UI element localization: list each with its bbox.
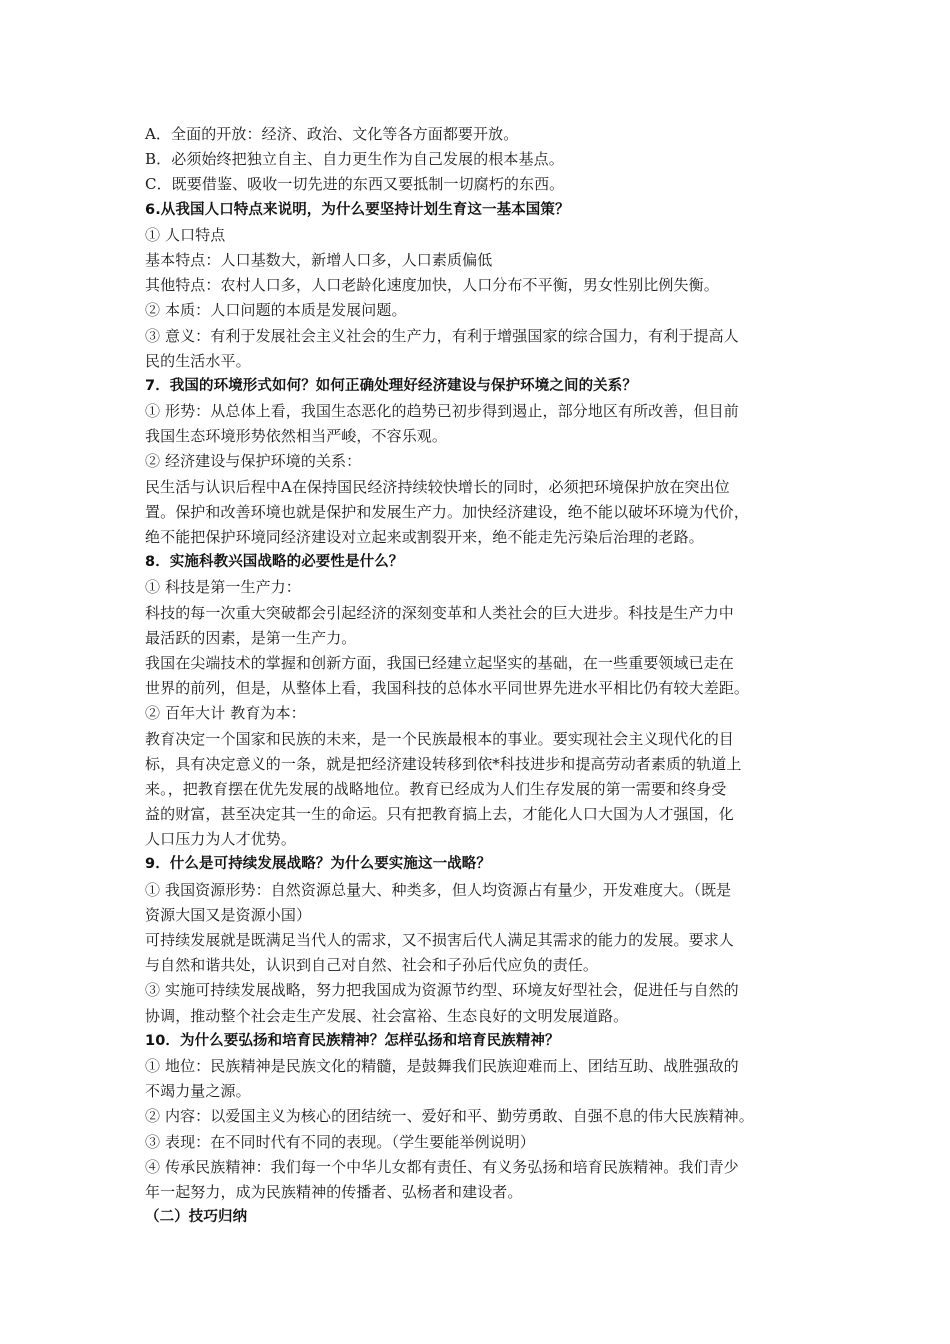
text-line: 基本特点：人口基数大，新增人口多，人口素质偏低 [145, 250, 493, 269]
text-line: 可持续发展就是既满足当代人的需求，又不损害后代人满足其需求的能力的发展。要求人 [145, 931, 734, 949]
text-line: ② 经济建设与保护环境的关系： [145, 452, 362, 471]
text-line: 我国生态环境形势依然相当严峻，不容乐观。 [145, 427, 448, 446]
text-line: ③ 意义：有利于发展社会主义社会的生产力，有利于增强国家的综合国力，有利于提高人 [145, 326, 739, 345]
text-line: 资源大国又是资源小国） [145, 905, 312, 924]
text-line: ② 本质：人口问题的本质是发展问题。 [145, 301, 407, 320]
text-line: 民生活与认识后程中A在保持国民经济持续较快增长的同时，必须把环境保护放在突出位 [145, 477, 730, 496]
text-line: 教育决定一个国家和民族的未来，是一个民族最根本的事业。要实现社会主义现代化的目 [145, 729, 734, 748]
text-line: 世界的前列，但是，从整体上看，我国科技的总体水平同世界先进水平相比仍有较大差距。 [145, 679, 750, 698]
text-line: B．必须始终把独立自主、自力更生作为自己发展的根本基点。 [145, 150, 564, 169]
text-line: 年一起努力，成为民族精神的传播者、弘杨者和建设者。 [145, 1182, 523, 1201]
text-line: 益的财富，甚至决定其一生的命运。只有把教育搞上去，才能化人口大国为人才强国，化 [145, 805, 734, 824]
text-line: ① 人口特点 [145, 225, 226, 244]
text-line: ① 形势：从总体上看，我国生态恶化的趋势已初步得到遏止，部分地区有所改善，但目前 [145, 402, 739, 421]
text-line: A．全面的开放：经济、政治、文化等各方面都要开放。 [145, 125, 519, 143]
text-line: 科技的每一次重大突破都会引起经济的深刻变革和人类社会的巨大进步。科技是生产力中 [145, 603, 734, 622]
text-line: ② 百年大计 教育为本： [145, 704, 306, 723]
text-line: 置。保护和改善环境也就是保护和发展生产力。加快经济建设，绝不能以破坏环境为代价， [145, 502, 750, 521]
text-line: 协调，推动整个社会走生产发展、社会富裕、生态良好的文明发展道路。 [145, 1006, 629, 1025]
text-line: 民的生活水平。 [145, 351, 251, 370]
text-line: 来。，把教育摆在优先发展的战略地位。教育已经成为人们生存发展的第一需要和终身受 [145, 779, 727, 798]
text-line: 标，具有决定意义的一条，就是把经济建设转移到依*科技进步和提高劳动者素质的轨道上 [145, 754, 742, 773]
text-line: 其他特点：农村人口多，人口老龄化速度加快，人口分布不平衡，男女性别比例失衡。 [145, 276, 719, 295]
section-heading: 9．什么是可持续发展战略？为什么要实施这一战略？ [145, 856, 491, 873]
text-line: ③ 实施可持续发展战略，努力把我国成为资源节约型、环境友好型社会，促进任与自然的 [145, 981, 739, 1000]
text-line: 人口压力为人才优势。 [145, 830, 297, 849]
text-line: ① 科技是第一生产力： [145, 578, 301, 597]
text-line: 不竭力量之源。 [145, 1082, 251, 1101]
text-line: 我国在尖端技术的掌握和创新方面，我国已经建立起坚实的基础，在一些重要领域已走在 [145, 653, 734, 672]
text-line: 最活跃的因素，是第一生产力。 [145, 628, 357, 647]
section-heading: 8．实施科教兴国战略的必要性是什么？ [145, 554, 404, 571]
section-heading: 10．为什么要弘扬和培育民族精神？怎样弘扬和培育民族精神？ [145, 1032, 560, 1049]
document-page [145, 122, 825, 1230]
section-heading: 7．我国的环境形式如何？如何正确处理好经济建设与保护环境之间的关系？ [145, 377, 637, 394]
text-line: ④ 传承民族精神：我们每一个中华儿女都有责任、有义务弘扬和培育民族精神。我们青少 [145, 1157, 739, 1176]
text-line: 绝不能把保护环境同经济建设对立起来或割裂开来，绝不能走先污染后治理的老路。 [145, 528, 704, 546]
text-line: 与自然和谐共处，认识到自己对自然、社会和子孙后代应负的责任。 [145, 956, 599, 975]
text-line: C．既要借鉴、吸收一切先进的东西又要抵制一切腐朽的东西。 [145, 175, 565, 194]
text-line: ① 地位：民族精神是民族文化的精髓，是鼓舞我们民族迎难而上、团结互助、战胜强敌的 [145, 1056, 739, 1075]
text-line: ② 内容：以爱国主义为核心的团结统一、爱好和平、勤劳勇敢、自强不息的伟大民族精神。 [145, 1107, 754, 1126]
text-line: ③ 表现：在不同时代有不同的表现。（学生要能举例说明） [145, 1132, 535, 1151]
section-heading: 6.从我国人口特点来说明，为什么要坚持计划生育这一基本国策？ [145, 201, 570, 218]
section-heading: （二）技巧归纳 [145, 1209, 248, 1226]
text-line: ① 我国资源形势：自然资源总量大、种类多，但人均资源占有量少，开发难度大。（既是 [145, 880, 732, 899]
